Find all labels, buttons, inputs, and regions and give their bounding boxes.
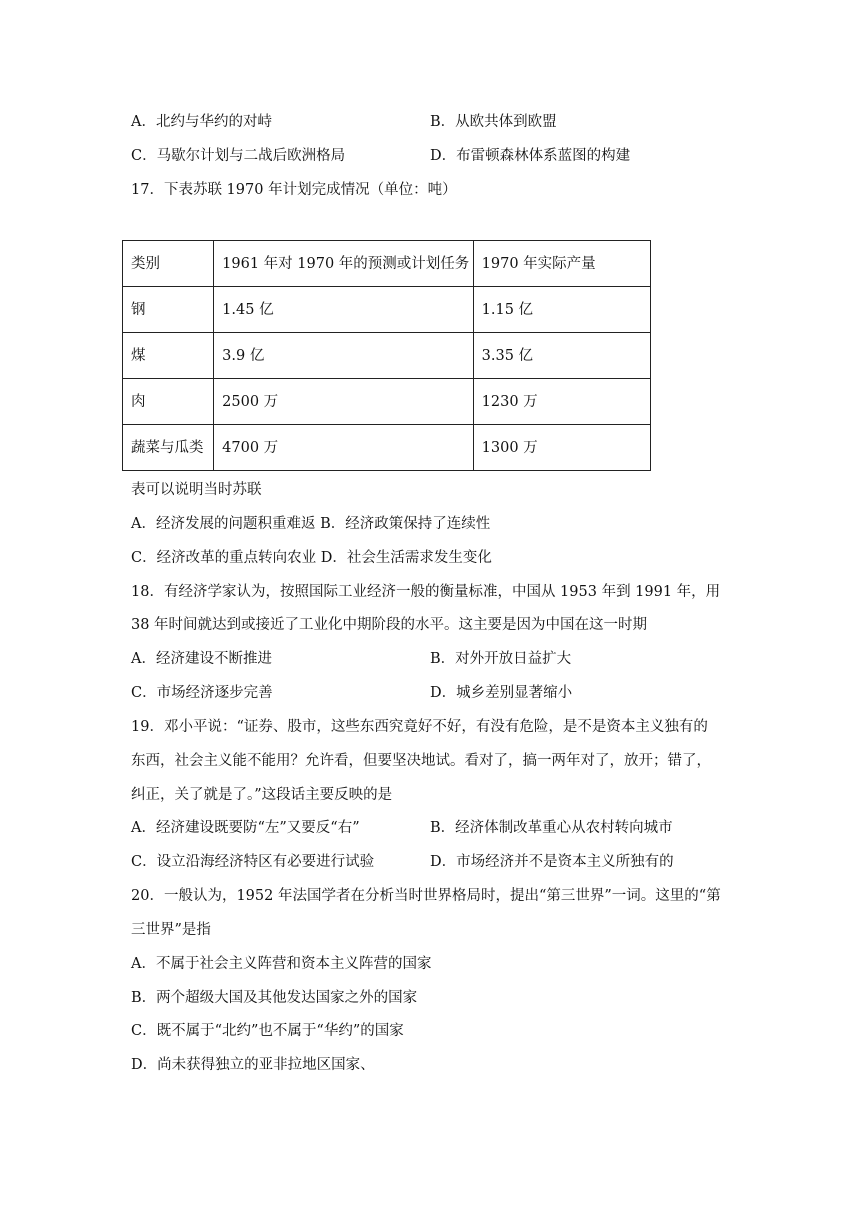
q17-options-cd: C．经济改革的重点转向农业 D．社会生活需求发生变化 bbox=[131, 550, 492, 566]
table-row bbox=[123, 287, 651, 333]
table-cell: 煤 bbox=[123, 333, 214, 379]
table-cell: 3.35 亿 bbox=[473, 333, 650, 379]
q16-option-a: A．北约与华约的对峙 bbox=[131, 114, 272, 130]
table-header-row bbox=[123, 241, 651, 287]
q17-followup: 表可以说明当时苏联 bbox=[131, 482, 262, 498]
q16-option-c: C．马歇尔计划与二战后欧洲格局 bbox=[131, 148, 346, 164]
table-header-cell: 1970 年实际产量 bbox=[473, 241, 650, 287]
table-cell: 钢 bbox=[123, 287, 214, 333]
q20-stem-line1: 20．一般认为，1952 年法国学者在分析当时世界格局时，提出“第三世界”一词。这里的“第 bbox=[131, 888, 721, 904]
q18-option-d: D．城乡差别显著缩小 bbox=[430, 685, 573, 701]
q17-options-ab: A．经济发展的问题积重难返 B．经济政策保持了连续性 bbox=[131, 516, 491, 532]
q20-option-c: C．既不属于“北约”也不属于“华约”的国家 bbox=[131, 1023, 404, 1039]
q18-stem-line1: 18．有经济学家认为，按照国际工业经济一般的衡量标准，中国从 1953 年到 1991 年，用 bbox=[131, 584, 721, 600]
q17-stem: 17．下表苏联 1970 年计划完成情况（单位：吨） bbox=[131, 182, 457, 198]
q19-option-c: C．设立沿海经济特区有必要进行试验 bbox=[131, 854, 375, 870]
q20-option-a: A．不属于社会主义阵营和资本主义阵营的国家 bbox=[131, 956, 432, 972]
q18-option-a: A．经济建设不断推进 bbox=[131, 651, 272, 667]
table-cell: 4700 万 bbox=[214, 425, 473, 471]
q19-stem-line2: 东西，社会主义能不能用？允许看，但要坚决地试。看对了，搞一两年对了，放开；错了， bbox=[131, 753, 711, 769]
q20-option-d: D．尚未获得独立的亚非拉地区国家、 bbox=[131, 1057, 375, 1073]
table-header-cell: 1961 年对 1970 年的预测或计划任务 bbox=[214, 241, 473, 287]
table-header-cell: 类别 bbox=[123, 241, 214, 287]
table-cell: 2500 万 bbox=[214, 379, 473, 425]
table-row bbox=[123, 333, 651, 379]
table-cell: 1.45 亿 bbox=[214, 287, 473, 333]
q19-option-b: B．经济体制改革重心从农村转向城市 bbox=[430, 820, 673, 836]
table-cell: 肉 bbox=[123, 379, 214, 425]
table-cell: 蔬菜与瓜类 bbox=[123, 425, 214, 471]
q19-option-a: A．经济建设既要防“左”又要反“右” bbox=[131, 820, 360, 836]
table-cell: 1230 万 bbox=[473, 379, 650, 425]
table-cell: 1300 万 bbox=[473, 425, 650, 471]
table-row bbox=[123, 425, 651, 471]
q18-option-b: B．对外开放日益扩大 bbox=[430, 651, 572, 667]
q16-option-b: B．从欧共体到欧盟 bbox=[430, 114, 557, 130]
q20-stem-line2: 三世界”是指 bbox=[131, 922, 211, 938]
q20-option-b: B．两个超级大国及其他发达国家之外的国家 bbox=[131, 990, 418, 1006]
q18-option-c: C．市场经济逐步完善 bbox=[131, 685, 273, 701]
q16-option-d: D．布雷顿森林体系蓝图的构建 bbox=[430, 148, 631, 164]
table-row bbox=[123, 379, 651, 425]
production-table bbox=[122, 240, 651, 471]
table-cell: 3.9 亿 bbox=[214, 333, 473, 379]
q19-stem-line1: 19．邓小平说：“证券、股市，这些东西究竟好不好，有没有危险，是不是资本主义独有的 bbox=[131, 719, 708, 735]
q18-stem-line2: 38 年时间就达到或接近了工业化中期阶段的水平。这主要是因为中国在这一时期 bbox=[131, 617, 648, 633]
q19-stem-line3: 纠正，关了就是了。”这段话主要反映的是 bbox=[131, 787, 393, 803]
table-cell: 1.15 亿 bbox=[473, 287, 650, 333]
q19-option-d: D．市场经济并不是资本主义所独有的 bbox=[430, 854, 674, 870]
